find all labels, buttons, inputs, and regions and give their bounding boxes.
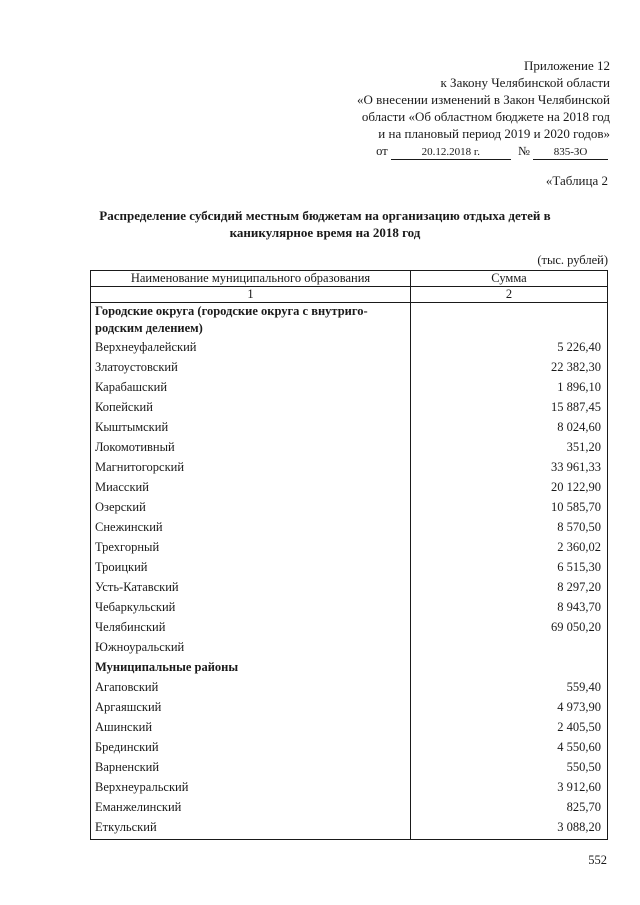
amount-cell [411, 659, 608, 679]
header-date-line [376, 143, 608, 160]
municipality-name: Агаповский [91, 679, 411, 699]
amount-cell: 8 943,70 [411, 599, 608, 619]
amount-cell: 2 405,50 [411, 719, 608, 739]
municipality-name: Усть-Катавский [91, 579, 411, 599]
column-header-name: Наименование муниципального образования [91, 271, 411, 287]
municipality-name: Снежинский [91, 519, 411, 539]
municipality-name: Чебаркульский [91, 599, 411, 619]
header-line-3: «О внесении изменений в Закон Челябинской [356, 92, 610, 107]
table-row [91, 759, 608, 779]
header-line-1: Приложение 12 [523, 58, 610, 73]
municipality-name: Трехгорный [91, 539, 411, 559]
column-number-1: 1 [91, 287, 411, 303]
header-line-2: к Закону Челябинской области [440, 75, 610, 90]
amount-cell: 10 585,70 [411, 499, 608, 519]
amount-cell: 69 050,20 [411, 619, 608, 639]
page-number: 552 [588, 853, 607, 867]
table-row [91, 419, 608, 439]
amount-cell: 3 088,20 [411, 819, 608, 840]
section-title: Муниципальные районы [91, 659, 411, 679]
municipality-name: Ашинский [91, 719, 411, 739]
column-number-2: 2 [411, 287, 608, 303]
municipality-name: Еткульский [91, 819, 411, 840]
table-row [91, 579, 608, 599]
number-label: № [517, 144, 530, 158]
from-label: от [376, 144, 388, 158]
table-row [91, 519, 608, 539]
table-row [91, 339, 608, 359]
table-row [91, 399, 608, 419]
column-header-sum: Сумма [411, 271, 608, 287]
municipality-name: Верхнеуральский [91, 779, 411, 799]
section-row [91, 303, 608, 340]
table-header-row [91, 271, 608, 287]
amount-cell: 6 515,30 [411, 559, 608, 579]
municipality-name: Аргаяшский [91, 699, 411, 719]
amount-cell [411, 639, 608, 659]
municipality-name: Копейский [91, 399, 411, 419]
municipality-name: Брединский [91, 739, 411, 759]
table-row [91, 439, 608, 459]
table-row [91, 619, 608, 639]
municipality-name: Миасский [91, 479, 411, 499]
units-label: (тыс. рублей) [537, 253, 608, 267]
municipality-name: Озерский [91, 499, 411, 519]
amount-cell: 15 887,45 [411, 399, 608, 419]
amount-cell: 20 122,90 [411, 479, 608, 499]
section-row [91, 659, 608, 679]
table-row [91, 599, 608, 619]
municipality-name: Южноуральский [91, 639, 411, 659]
table-row [91, 539, 608, 559]
table-row [91, 799, 608, 819]
column-number-row [91, 287, 608, 303]
law-number: 835-ЗО [533, 146, 608, 160]
amount-cell: 1 896,10 [411, 379, 608, 399]
amount-cell: 351,20 [411, 439, 608, 459]
amount-cell: 559,40 [411, 679, 608, 699]
amount-cell: 4 973,90 [411, 699, 608, 719]
amount-cell: 5 226,40 [411, 339, 608, 359]
municipality-name: Магнитогорский [91, 459, 411, 479]
municipality-name: Карабашский [91, 379, 411, 399]
table-row [91, 739, 608, 759]
table-row [91, 459, 608, 479]
municipality-name: Варненский [91, 759, 411, 779]
amount-cell: 550,50 [411, 759, 608, 779]
page-title: Распределение субсидий местным бюджетам на организацию отдыха детей в каникулярное время на 2018 год [99, 208, 551, 240]
municipality-name: Кыштымский [91, 419, 411, 439]
table-body [91, 303, 608, 840]
table-row [91, 379, 608, 399]
table-row [91, 679, 608, 699]
amount-cell: 22 382,30 [411, 359, 608, 379]
amount-cell: 3 912,60 [411, 779, 608, 799]
table-row [91, 499, 608, 519]
amount-cell: 4 550,60 [411, 739, 608, 759]
municipality-name: Еманжелинский [91, 799, 411, 819]
law-date: 20.12.2018 г. [391, 146, 511, 160]
table-row [91, 779, 608, 799]
header-line-5: и на плановый период 2019 и 2020 годов» [378, 126, 610, 141]
amount-cell: 8 024,60 [411, 419, 608, 439]
amount-cell: 33 961,33 [411, 459, 608, 479]
subsidy-table [90, 270, 608, 840]
amount-cell: 8 297,20 [411, 579, 608, 599]
municipality-name: Златоустовский [91, 359, 411, 379]
table-label: «Таблица 2 [545, 173, 608, 188]
amount-cell: 2 360,02 [411, 539, 608, 559]
municipality-name: Верхнеуфалейский [91, 339, 411, 359]
municipality-name: Локомотивный [91, 439, 411, 459]
header-line-4: области «Об областном бюджете на 2018 год [361, 109, 610, 124]
amount-cell: 8 570,50 [411, 519, 608, 539]
table-row [91, 559, 608, 579]
table-row [91, 479, 608, 499]
section-title-urban: Городские округа (городские округа с внутриго-родским делением) [91, 303, 411, 340]
table-row [91, 639, 608, 659]
amount-cell: 825,70 [411, 799, 608, 819]
municipality-name: Челябинский [91, 619, 411, 639]
table-row [91, 699, 608, 719]
municipality-name: Троицкий [91, 559, 411, 579]
table-row [91, 719, 608, 739]
table-row [91, 359, 608, 379]
table-row [91, 819, 608, 840]
